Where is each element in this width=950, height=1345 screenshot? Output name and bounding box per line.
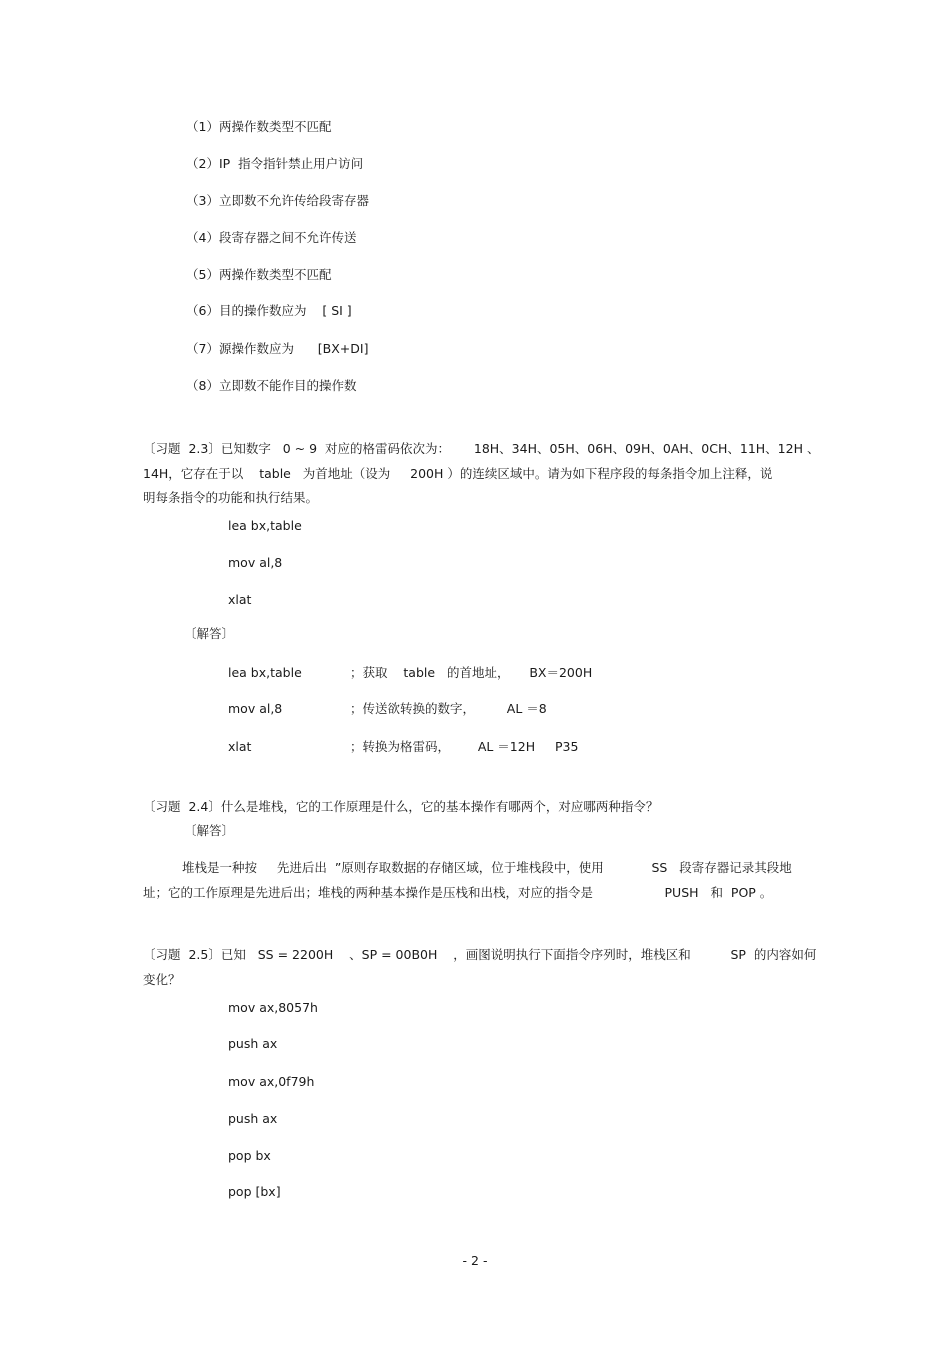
answer-label: 〔解答〕 <box>184 823 235 838</box>
code-line: lea bx,table <box>228 518 302 533</box>
answer-comment: ；转换为格雷码， AL ＝12H P35 <box>350 739 579 754</box>
code-line: push ax <box>228 1036 278 1051</box>
exercise-2-4-question: 〔习题 2.4〕什么是堆栈，它的工作原理是什么，它的基本操作有哪两个，对应哪两种指令？ <box>143 799 659 814</box>
code-line: pop bx <box>228 1148 271 1163</box>
code-line: mov al,8 <box>228 555 283 570</box>
exercise-2-4-answer-line-2: 址；它的工作原理是先进后出；堆栈的两种基本操作是压栈和出栈，对应的指令是 PUSH 和 POP 。 <box>143 885 773 900</box>
code-line: mov ax,0f79h <box>228 1074 315 1089</box>
answer-item-5: （5）两操作数类型不匹配 <box>186 267 332 282</box>
answer-label: 〔解答〕 <box>184 626 235 641</box>
exercise-2-3-question-line-2: 14H，它存在于以 table 为首地址（设为 200H ）的连续区域中。请为如下程序段的每条指令加上注释，说 <box>143 466 773 481</box>
code-line: push ax <box>228 1111 278 1126</box>
exercise-2-3-question-line-1: 〔习题 2.3〕已知数字 0 ~ 9 对应的格雷码依次为： 18H、34H、05H、06H、09H、0AH、0CH、11H、12H 、 <box>143 441 820 456</box>
answer-code-line: mov al,8 <box>228 701 283 716</box>
answer-item-8: （8）立即数不能作目的操作数 <box>186 378 357 393</box>
answer-comment: ；传送欲转换的数字， AL ＝8 <box>350 701 547 716</box>
answer-item-7: （7）源操作数应为 [BX+DI] <box>186 341 369 356</box>
code-line: mov ax,8057h <box>228 1000 318 1015</box>
answer-item-4: （4）段寄存器之间不允许传送 <box>186 230 357 245</box>
answer-item-2: （2）IP 指令指针禁止用户访问 <box>186 156 364 171</box>
exercise-2-3-question-line-3: 明每条指令的功能和执行结果。 <box>143 490 319 505</box>
exercise-2-5-question-line-1: 〔习题 2.5〕已知 SS = 2200H 、SP = 00B0H ，画图说明执行下面指令序列时，堆栈区和 SP 的内容如何 <box>143 947 817 962</box>
answer-item-6: （6）目的操作数应为 [ SI ] <box>186 303 352 318</box>
answer-code-line: lea bx,table <box>228 665 302 680</box>
answer-comment: ；获取 table 的首地址， BX＝200H <box>350 665 593 680</box>
answer-item-1: （1）两操作数类型不匹配 <box>186 119 332 134</box>
exercise-2-4-answer-line-1: 堆栈是一种按 先进后出 ”原则存取数据的存储区域，位于堆栈段中，使用 SS 段寄存器记录其段地 <box>182 860 792 875</box>
exercise-2-5-question-line-2: 变化？ <box>143 972 181 987</box>
page-number: - 2 - <box>462 1253 488 1268</box>
code-line: pop [bx] <box>228 1184 281 1199</box>
code-line: xlat <box>228 592 252 607</box>
answer-item-3: （3）立即数不允许传给段寄存器 <box>186 193 369 208</box>
answer-code-line: xlat <box>228 739 252 754</box>
